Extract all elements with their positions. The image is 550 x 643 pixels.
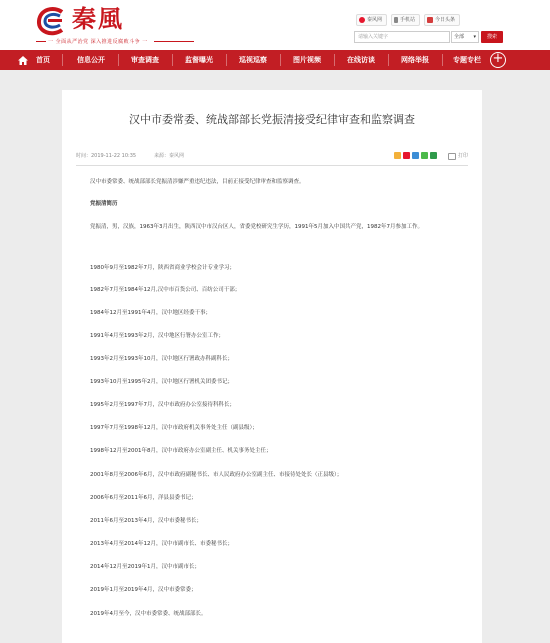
nav-item-investigation[interactable]: 审查调查 [131, 56, 159, 64]
social-link-mobile[interactable] [391, 14, 420, 26]
nav-divider [118, 54, 119, 66]
search-scope-select[interactable]: 全部 ▾ [451, 31, 479, 43]
nav-item-supervision[interactable]: 监督曝光 [185, 56, 213, 64]
nav-item-interview[interactable]: 在线访谈 [347, 56, 375, 64]
tencent-weibo-icon[interactable] [412, 152, 419, 159]
nav-divider [172, 54, 173, 66]
meta-divider [76, 165, 468, 166]
career-item: 1993年10月至1995年2月，汉中地区行署机关团委书记； [90, 379, 233, 385]
nav-item-report[interactable]: 网络举报 [401, 56, 429, 64]
print-label: 打印 [458, 153, 469, 159]
career-item: 2006年6月至2011年6月，洋县县委书记； [90, 495, 197, 501]
career-item: 1993年2月至1993年10月，汉中地区行署政办科副科长； [90, 356, 233, 362]
qzone-icon[interactable] [394, 152, 401, 159]
career-item: 1998年12月至2001年8月，汉中市政府办公室副主任、机关事务处主任； [90, 448, 272, 454]
nav-divider [442, 54, 443, 66]
print-button[interactable] [448, 151, 468, 161]
career-item: 2011年6月至2013年4月，汉中市委秘书长； [90, 518, 202, 524]
article-meta [76, 151, 468, 163]
main-navigation [0, 50, 550, 70]
article-title: 汉中市委常委、统战部部长党振清接受纪律审查和监察调查 [129, 113, 415, 126]
home-icon [18, 56, 28, 65]
career-item: 1997年7月至1998年12月，汉中市政府机关事务处主任（副县级）； [90, 425, 258, 431]
career-item: 2013年4月至2014年12月，汉中市副市长、市委秘书长； [90, 541, 233, 547]
career-item: 1984年12月至1991年4月，汉中地区经委干事； [90, 310, 211, 316]
plus-circle-icon[interactable]: + [490, 52, 506, 68]
logo-divider-right [154, 41, 194, 42]
social-link-qinfeng[interactable] [356, 14, 387, 26]
logo-text: 秦風 [72, 4, 124, 33]
search-button[interactable]: 搜索 [481, 31, 503, 43]
printer-icon [448, 153, 456, 160]
article-card [62, 90, 482, 643]
logo-emblem-icon [36, 6, 70, 36]
mobile-icon [394, 17, 398, 23]
nav-item-special[interactable]: 专题专栏 [453, 56, 481, 64]
logo-divider-left [36, 41, 46, 42]
career-item: 2019年1月至2019年4月，汉中市委常委； [90, 587, 197, 593]
career-item: 1980年9月至1982年7月，陕西省商业学校会计专业学习； [90, 265, 235, 271]
nav-item-home[interactable]: 首页 [36, 56, 50, 64]
bio-paragraph: 党振清，男，汉族，1963年3月出生，陕西汉中市汉台区人，省委党校研究生学历，1991年5月加入中国共产党，1982年7月参加工作。 [90, 224, 423, 230]
career-item: 1995年2月至1997年7月，汉中市政府办公室接待科科长； [90, 402, 235, 408]
article-intro: 汉中市委常委、统战部部长党振清涉嫌严重违纪违法，目前正接受纪律审查和监察调查。 [90, 179, 305, 185]
social-link-toutiao[interactable] [424, 14, 460, 26]
career-item: 1982年7月至1984年12月,汉中市百货公司、百纺公司干部； [90, 287, 241, 293]
social-links [356, 14, 460, 26]
article-source: 来源：秦风网 [154, 153, 185, 159]
nav-item-info[interactable]: 信息公开 [77, 56, 105, 64]
nav-divider [334, 54, 335, 66]
nav-divider [280, 54, 281, 66]
publish-time: 时间：2019-11-22 10:35 [76, 153, 137, 159]
resume-heading: 党振清简历 [90, 201, 118, 207]
social-label: 秦风网 [367, 17, 383, 23]
wechat-icon[interactable] [421, 152, 428, 159]
site-logo[interactable] [36, 4, 186, 48]
nav-item-media[interactable]: 图片视频 [293, 56, 321, 64]
career-item: 1991年4月至1993年2月，汉中地区行署办公室工作； [90, 333, 224, 339]
nav-divider [226, 54, 227, 66]
search-input[interactable]: 请输入关键字 [354, 31, 450, 43]
nav-divider [388, 54, 389, 66]
social-label: 今日头条 [435, 17, 456, 23]
toutiao-icon [427, 17, 433, 23]
share-bar [394, 152, 437, 159]
social-label: 手机站 [400, 17, 416, 23]
site-header [0, 0, 550, 50]
douban-icon[interactable] [430, 152, 437, 159]
nav-item-inspection[interactable]: 巡视巡察 [239, 56, 267, 64]
nav-divider [62, 54, 63, 66]
career-item: 2019年4月至今，汉中市委常委、统战部部长。 [90, 611, 207, 617]
career-item: 2014年12月至2019年1月，汉中市副市长； [90, 564, 200, 570]
sina-weibo-icon[interactable] [403, 152, 410, 159]
career-item: 2001年8月至2006年6月，汉中市政府副秘书长、市人民政府办公室副主任、市接待处处长（正县级）； [90, 472, 343, 478]
weibo-icon [359, 17, 365, 23]
logo-subtitle: 一 全面从严治党 深入推进反腐败斗争 一 [48, 39, 148, 45]
